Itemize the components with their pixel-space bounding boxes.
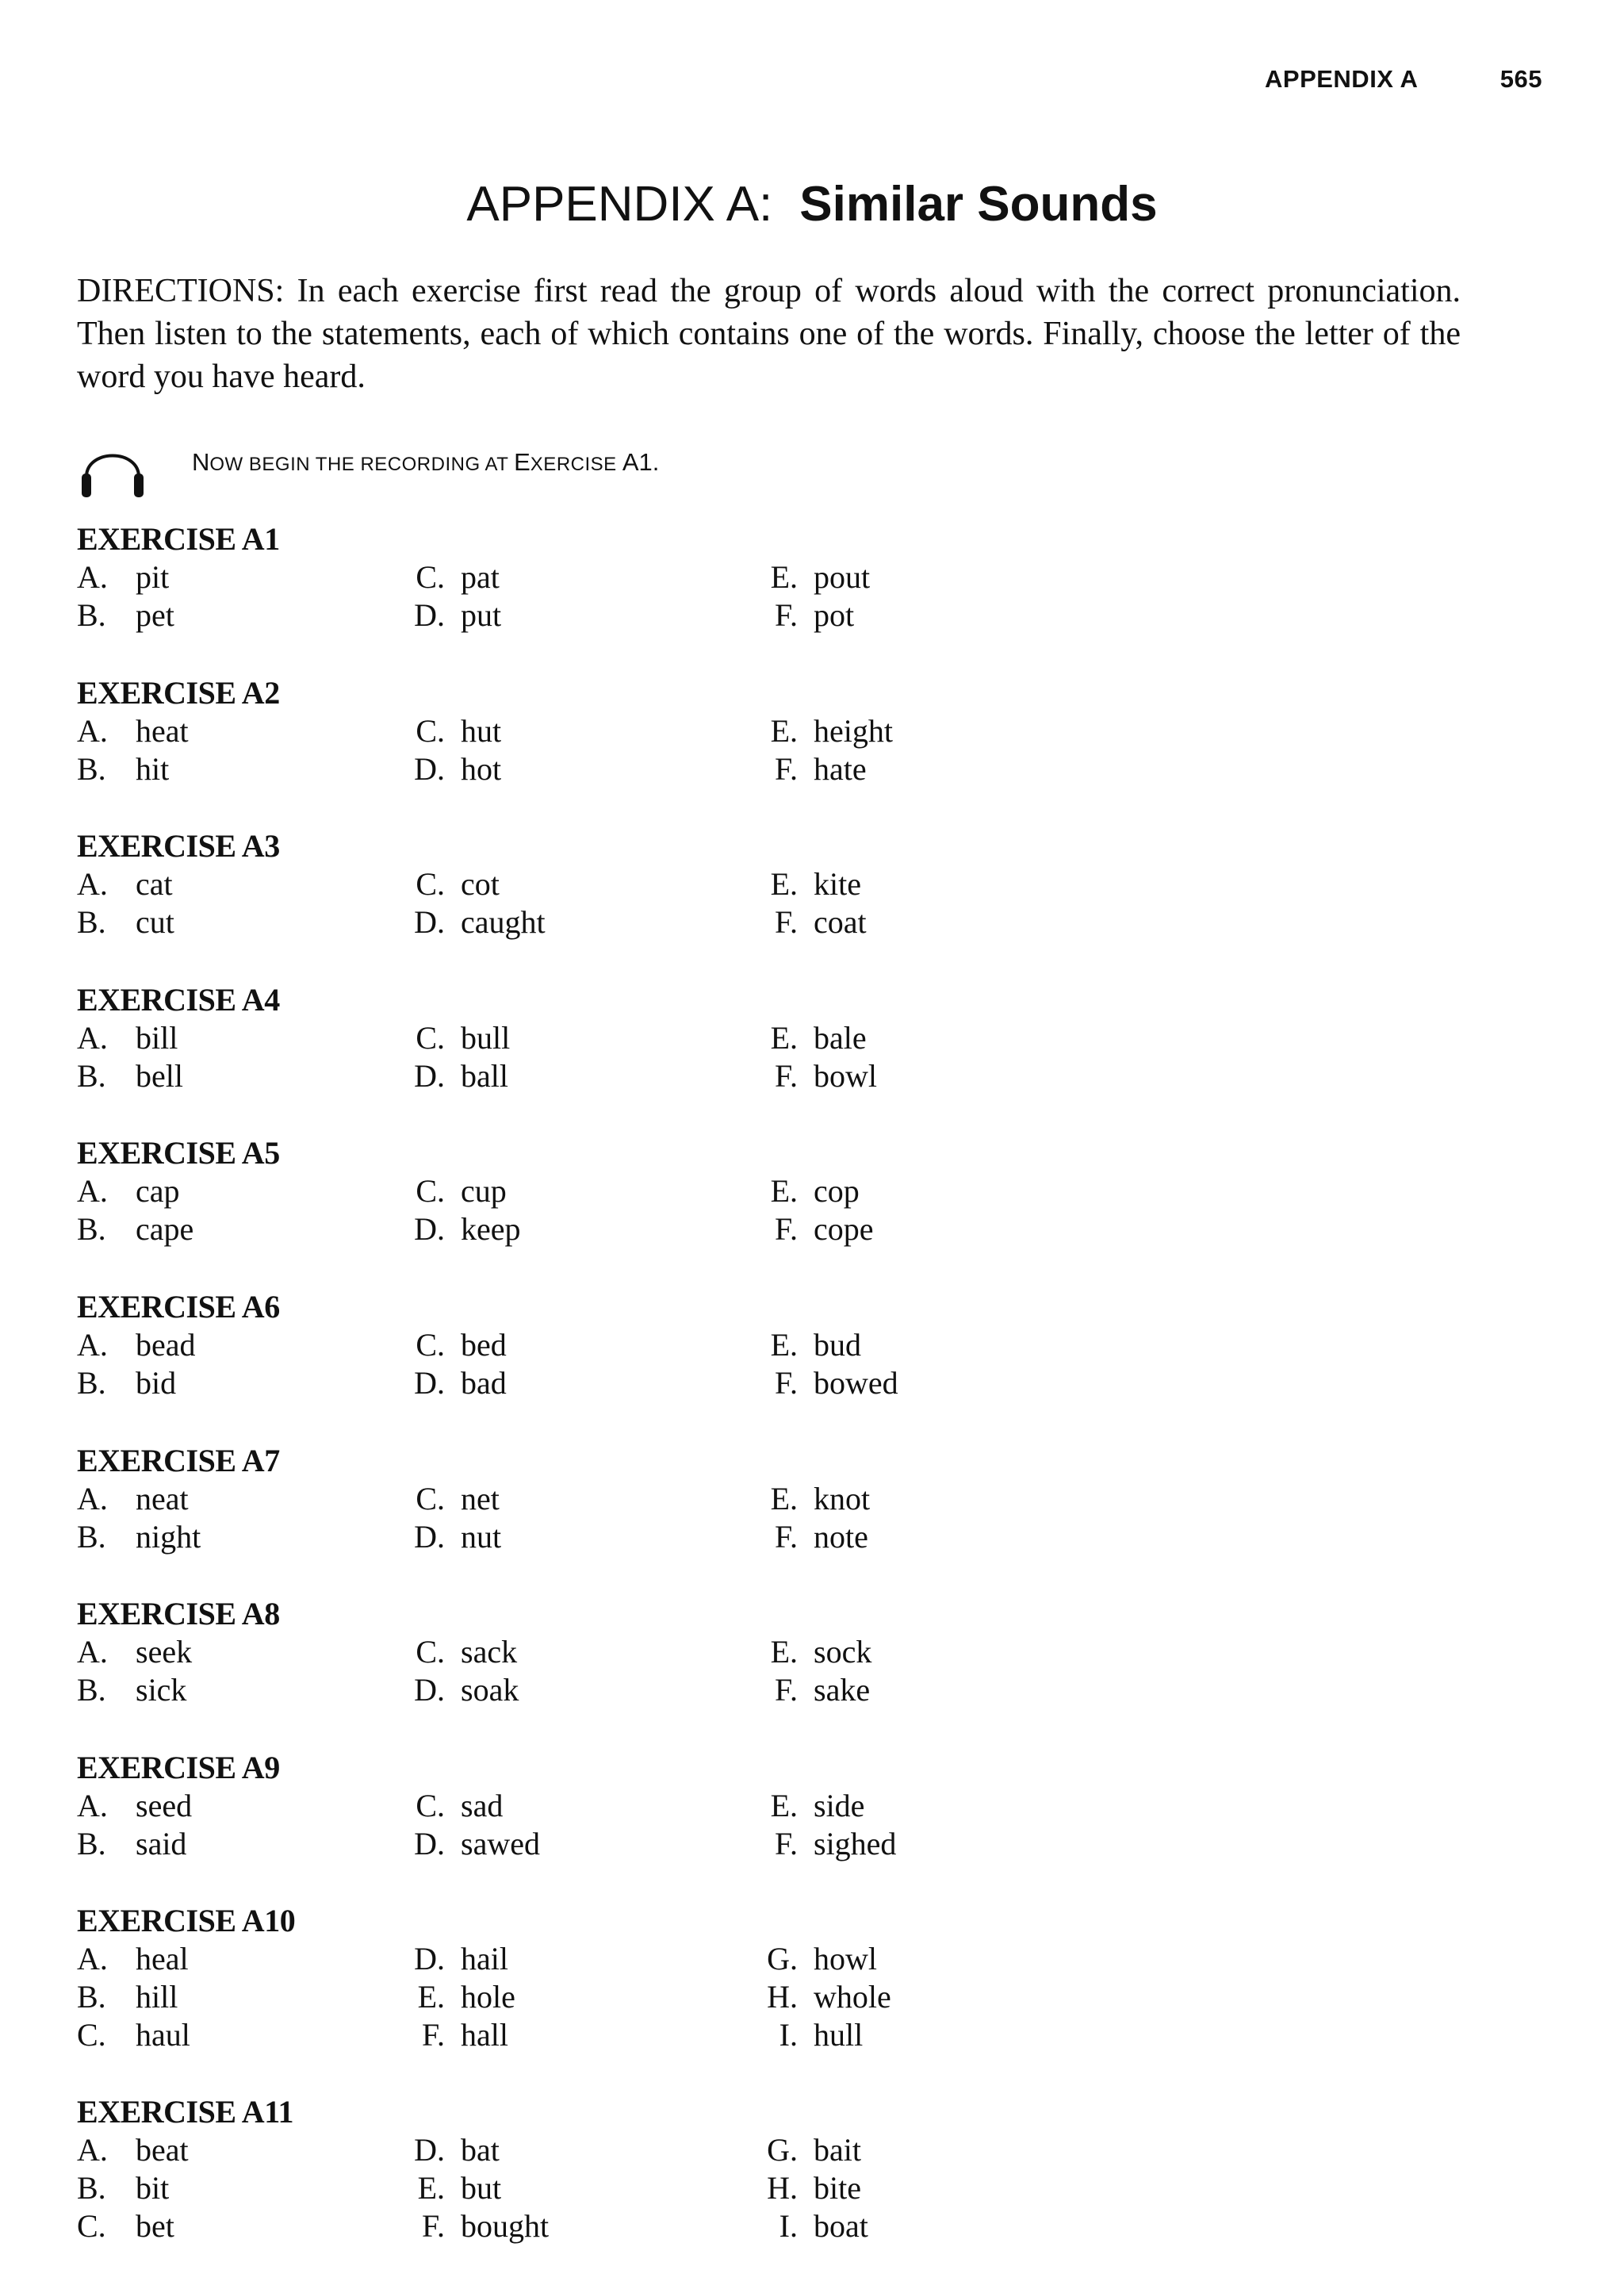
option-word: bull	[461, 1019, 511, 1056]
option-word: boat	[814, 2208, 868, 2245]
exercise-block	[77, 1442, 1108, 1596]
exercise-options	[77, 1326, 1108, 1402]
option-word: hull	[814, 2017, 864, 2053]
option-word: whole	[814, 1979, 891, 2015]
answer-option	[755, 1671, 870, 1709]
option-letter: D.	[414, 597, 445, 633]
option-word: bowl	[814, 1057, 877, 1094]
option-letter: D.	[414, 1672, 445, 1708]
answer-option	[402, 1210, 521, 1248]
option-letter: E.	[770, 1787, 798, 1823]
option-letter: F.	[774, 1364, 798, 1401]
exercise-title: EXERCISE A6	[77, 1288, 280, 1325]
answer-option	[77, 1787, 192, 1825]
answer-option	[402, 2169, 501, 2207]
answer-option	[402, 1978, 515, 2016]
option-word: bit	[136, 2170, 170, 2207]
answer-option	[77, 1210, 193, 1248]
exercise-title: EXERCISE A11	[77, 2094, 293, 2130]
option-word: but	[461, 2170, 502, 2207]
answer-option	[402, 1633, 517, 1671]
answer-option	[755, 750, 867, 788]
running-head-title: APPENDIX A	[1265, 65, 1419, 93]
page-title	[0, 173, 1624, 236]
answer-option	[402, 1940, 508, 1978]
answer-option	[755, 1940, 877, 1978]
exercise-block	[77, 1134, 1108, 1288]
option-letter: D.	[414, 1518, 445, 1555]
option-letter: B.	[77, 1211, 106, 1248]
answer-option	[77, 2016, 190, 2054]
option-word: sad	[461, 1787, 504, 1823]
exercise-block	[77, 1749, 1108, 1903]
answer-option	[755, 865, 861, 903]
option-word: hut	[461, 712, 502, 749]
answer-option	[755, 2169, 861, 2207]
option-word: neat	[136, 1480, 189, 1516]
answer-option	[755, 1978, 891, 2016]
option-word: bait	[814, 2132, 861, 2168]
answer-option	[755, 1825, 896, 1863]
exercise-block	[77, 520, 1108, 674]
answer-option	[755, 903, 867, 941]
option-letter: G.	[767, 2132, 798, 2168]
exercise-options	[77, 1940, 1108, 2054]
option-letter: A.	[77, 1173, 108, 1210]
option-letter: F.	[774, 750, 798, 787]
directions-paragraph: DIRECTIONS: In each exercise first read the group of words aloud with the correct pronunciation. Then listen to the statements, each of which contains one of the words. Finally, choose the letter of the word you have heard.	[77, 273, 1461, 395]
answer-option	[755, 2016, 863, 2054]
option-word: pot	[814, 597, 855, 633]
answer-option	[402, 1172, 507, 1210]
option-letter: F.	[421, 2017, 445, 2053]
option-word: bid	[136, 1364, 177, 1401]
option-letter: F.	[774, 597, 798, 633]
answer-option	[402, 596, 501, 635]
option-word: haul	[136, 2017, 190, 2053]
answer-option	[402, 1326, 507, 1364]
option-word: sawed	[461, 1825, 540, 1861]
option-letter: D.	[414, 1211, 445, 1248]
recording-text-part2: XERCISE	[530, 454, 622, 475]
option-letter: F.	[774, 1825, 798, 1861]
option-letter: F.	[421, 2208, 445, 2245]
answer-option	[402, 750, 501, 788]
answer-option	[402, 2131, 500, 2169]
answer-option	[755, 1633, 871, 1671]
answer-option	[77, 1940, 189, 1978]
exercise-title: EXERCISE A3	[77, 828, 280, 865]
exercise-options	[77, 712, 1108, 788]
option-word: coat	[814, 904, 867, 941]
answer-option	[755, 2207, 868, 2245]
exercise-block	[77, 827, 1108, 981]
option-word: cat	[136, 866, 173, 903]
option-letter: E.	[770, 1019, 798, 1056]
option-letter: H.	[767, 1979, 798, 2015]
answer-option	[77, 1671, 186, 1709]
option-word: hate	[814, 750, 867, 787]
answer-option	[77, 750, 169, 788]
option-letter: E.	[770, 712, 798, 749]
exercise-title: EXERCISE A10	[77, 1903, 296, 1939]
option-letter: E.	[770, 1480, 798, 1516]
recording-text-e: E	[514, 448, 530, 476]
option-word: bought	[461, 2208, 550, 2245]
answer-option	[77, 1978, 178, 2016]
option-letter: B.	[77, 750, 106, 787]
answer-option	[77, 1364, 176, 1402]
answer-option	[402, 865, 500, 903]
exercise-title: EXERCISE A9	[77, 1749, 280, 1785]
option-word: bell	[136, 1057, 183, 1094]
answer-option	[77, 558, 169, 596]
recording-instruction	[192, 448, 659, 477]
exercise-block	[77, 674, 1108, 828]
option-letter: E.	[770, 559, 798, 595]
exercise-block	[77, 1902, 1108, 2093]
exercise-options	[77, 865, 1108, 941]
answer-option	[77, 1019, 178, 1057]
option-word: bad	[461, 1364, 507, 1401]
option-word: nut	[461, 1518, 502, 1555]
option-letter: D.	[414, 904, 445, 941]
option-word: bet	[136, 2208, 174, 2245]
answer-option	[77, 1480, 189, 1518]
answer-option	[402, 1480, 500, 1518]
answer-option	[755, 712, 893, 750]
recording-note	[77, 432, 1028, 504]
option-word: sighed	[814, 1825, 897, 1861]
option-word: cup	[461, 1173, 507, 1210]
exercise-block	[77, 2093, 1108, 2284]
option-letter: B.	[77, 1364, 106, 1401]
headphones-icon	[77, 432, 148, 504]
answer-option	[755, 596, 854, 635]
exercise-list	[77, 520, 1108, 2284]
option-word: caught	[461, 904, 546, 941]
answer-option	[402, 1671, 519, 1709]
exercise-options	[77, 1480, 1108, 1556]
option-word: pit	[136, 559, 170, 595]
exercise-options	[77, 1633, 1108, 1709]
answer-option	[402, 558, 500, 596]
option-word: bill	[136, 1019, 178, 1056]
option-word: side	[814, 1787, 865, 1823]
option-word: sick	[136, 1672, 187, 1708]
option-word: hill	[136, 1979, 178, 2015]
answer-option	[402, 2207, 549, 2245]
option-letter: A.	[77, 866, 108, 903]
option-word: cape	[136, 1211, 194, 1248]
answer-option	[755, 1019, 867, 1057]
option-word: soak	[461, 1672, 519, 1708]
answer-option	[402, 712, 501, 750]
option-word: keep	[461, 1211, 521, 1248]
option-letter: F.	[774, 904, 798, 941]
exercise-block	[77, 981, 1108, 1135]
option-letter: F.	[774, 1518, 798, 1555]
exercise-title: EXERCISE A5	[77, 1135, 280, 1171]
option-letter: I.	[779, 2208, 798, 2245]
answer-option	[77, 1633, 192, 1671]
option-word: hot	[461, 750, 502, 787]
option-word: bat	[461, 2132, 500, 2168]
option-letter: G.	[767, 1941, 798, 1977]
answer-option	[755, 1364, 898, 1402]
option-letter: C.	[416, 866, 445, 903]
exercise-title: EXERCISE A7	[77, 1442, 280, 1478]
option-letter: A.	[77, 712, 108, 749]
option-word: bite	[814, 2170, 861, 2207]
recording-text-part1: OW BEGIN THE RECORDING AT	[209, 454, 515, 475]
answer-option	[77, 712, 189, 750]
answer-option	[402, 903, 546, 941]
option-word: hall	[461, 2017, 508, 2053]
option-letter: C.	[416, 559, 445, 595]
option-word: night	[136, 1518, 201, 1555]
answer-option	[77, 2131, 189, 2169]
answer-option	[755, 1787, 864, 1825]
option-word: cope	[814, 1211, 874, 1248]
option-word: ball	[461, 1057, 508, 1094]
option-word: cut	[136, 904, 174, 941]
option-word: height	[814, 712, 893, 749]
exercise-block	[77, 1595, 1108, 1749]
option-letter: B.	[77, 1825, 106, 1861]
page-title-prefix: APPENDIX A:	[466, 177, 773, 232]
exercise-title: EXERCISE A2	[77, 674, 280, 711]
option-letter: A.	[77, 1019, 108, 1056]
option-word: cap	[136, 1173, 180, 1210]
option-word: hail	[461, 1941, 508, 1977]
option-letter: D.	[414, 1941, 445, 1977]
option-letter: A.	[77, 1634, 108, 1670]
exercise-title: EXERCISE A8	[77, 1596, 280, 1632]
option-letter: C.	[416, 712, 445, 749]
option-letter: D.	[414, 2132, 445, 2168]
option-letter: C.	[416, 1787, 445, 1823]
answer-option	[77, 865, 173, 903]
option-letter: B.	[77, 1979, 106, 2015]
option-word: howl	[814, 1941, 877, 1977]
option-word: heat	[136, 712, 189, 749]
option-letter: C.	[77, 2208, 106, 2245]
answer-option	[77, 1825, 186, 1863]
option-letter: E.	[770, 1173, 798, 1210]
answer-option	[402, 1057, 508, 1095]
option-letter: I.	[779, 2017, 798, 2053]
option-letter: C.	[416, 1326, 445, 1363]
option-letter: C.	[416, 1173, 445, 1210]
answer-option	[755, 1326, 861, 1364]
option-letter: A.	[77, 1941, 108, 1977]
exercise-options	[77, 2131, 1108, 2245]
answer-option	[77, 1057, 183, 1095]
option-word: bowed	[814, 1364, 898, 1401]
option-word: put	[461, 597, 502, 633]
option-letter: A.	[77, 1480, 108, 1516]
option-letter: E.	[770, 866, 798, 903]
option-letter: C.	[416, 1480, 445, 1516]
option-word: sock	[814, 1634, 872, 1670]
option-word: bead	[136, 1326, 196, 1363]
option-word: cop	[814, 1173, 860, 1210]
option-word: hit	[136, 750, 170, 787]
exercise-title: EXERCISE A1	[77, 521, 280, 557]
option-word: pout	[814, 559, 871, 595]
option-word: bud	[814, 1326, 861, 1363]
option-letter: B.	[77, 1518, 106, 1555]
option-letter: D.	[414, 1364, 445, 1401]
running-head	[1265, 65, 1542, 105]
option-letter: E.	[417, 1979, 445, 2015]
answer-option	[77, 1518, 201, 1556]
option-word: sack	[461, 1634, 518, 1670]
answer-option	[77, 596, 174, 635]
answer-option	[755, 2131, 861, 2169]
option-word: seek	[136, 1634, 193, 1670]
option-word: bed	[461, 1326, 507, 1363]
answer-option	[77, 2207, 174, 2245]
option-letter: F.	[774, 1057, 798, 1094]
answer-option	[755, 1480, 870, 1518]
option-letter: B.	[77, 1057, 106, 1094]
option-letter: B.	[77, 597, 106, 633]
option-letter: F.	[774, 1211, 798, 1248]
option-letter: A.	[77, 559, 108, 595]
option-letter: D.	[414, 1825, 445, 1861]
option-word: said	[136, 1825, 187, 1861]
option-word: hole	[461, 1979, 515, 2015]
answer-option	[402, 1019, 510, 1057]
recording-text-exercise-ref: A1.	[622, 448, 660, 476]
exercise-options	[77, 1019, 1108, 1095]
option-letter: A.	[77, 1787, 108, 1823]
option-word: net	[461, 1480, 500, 1516]
option-letter: D.	[414, 1057, 445, 1094]
option-letter: A.	[77, 2132, 108, 2168]
option-letter: C.	[416, 1019, 445, 1056]
recording-text-n: N	[192, 448, 210, 476]
option-letter: H.	[767, 2170, 798, 2207]
answer-option	[402, 2016, 508, 2054]
answer-option	[77, 903, 174, 941]
option-letter: B.	[77, 2170, 106, 2207]
option-word: seed	[136, 1787, 193, 1823]
page-number: 565	[1500, 65, 1542, 93]
option-word: beat	[136, 2132, 189, 2168]
option-letter: D.	[414, 750, 445, 787]
answer-option	[402, 1364, 507, 1402]
option-letter: C.	[77, 2017, 106, 2053]
page-title-main: Similar Sounds	[799, 177, 1158, 232]
exercise-options	[77, 558, 1108, 635]
option-word: bale	[814, 1019, 867, 1056]
option-word: kite	[814, 866, 861, 903]
answer-option	[755, 1172, 860, 1210]
answer-option	[77, 2169, 169, 2207]
option-letter: E.	[417, 2170, 445, 2207]
exercise-title: EXERCISE A4	[77, 981, 280, 1018]
answer-option	[77, 1172, 180, 1210]
answer-option	[77, 1326, 196, 1364]
option-letter: E.	[770, 1326, 798, 1363]
exercise-options	[77, 1787, 1108, 1863]
option-word: heal	[136, 1941, 189, 1977]
option-letter: A.	[77, 1326, 108, 1363]
option-word: note	[814, 1518, 868, 1555]
answer-option	[402, 1825, 540, 1863]
option-letter: F.	[774, 1672, 798, 1708]
option-word: pet	[136, 597, 174, 633]
option-letter: C.	[416, 1634, 445, 1670]
answer-option	[755, 1210, 874, 1248]
answer-option	[755, 1057, 877, 1095]
answer-option	[402, 1518, 501, 1556]
option-letter: B.	[77, 1672, 106, 1708]
answer-option	[402, 1787, 503, 1825]
option-letter: B.	[77, 904, 106, 941]
option-word: sake	[814, 1672, 871, 1708]
exercise-options	[77, 1172, 1108, 1248]
option-letter: E.	[770, 1634, 798, 1670]
option-word: knot	[814, 1480, 871, 1516]
option-word: cot	[461, 866, 500, 903]
option-word: pat	[461, 559, 500, 595]
answer-option	[755, 558, 870, 596]
answer-option	[755, 1518, 868, 1556]
exercise-block	[77, 1288, 1108, 1442]
